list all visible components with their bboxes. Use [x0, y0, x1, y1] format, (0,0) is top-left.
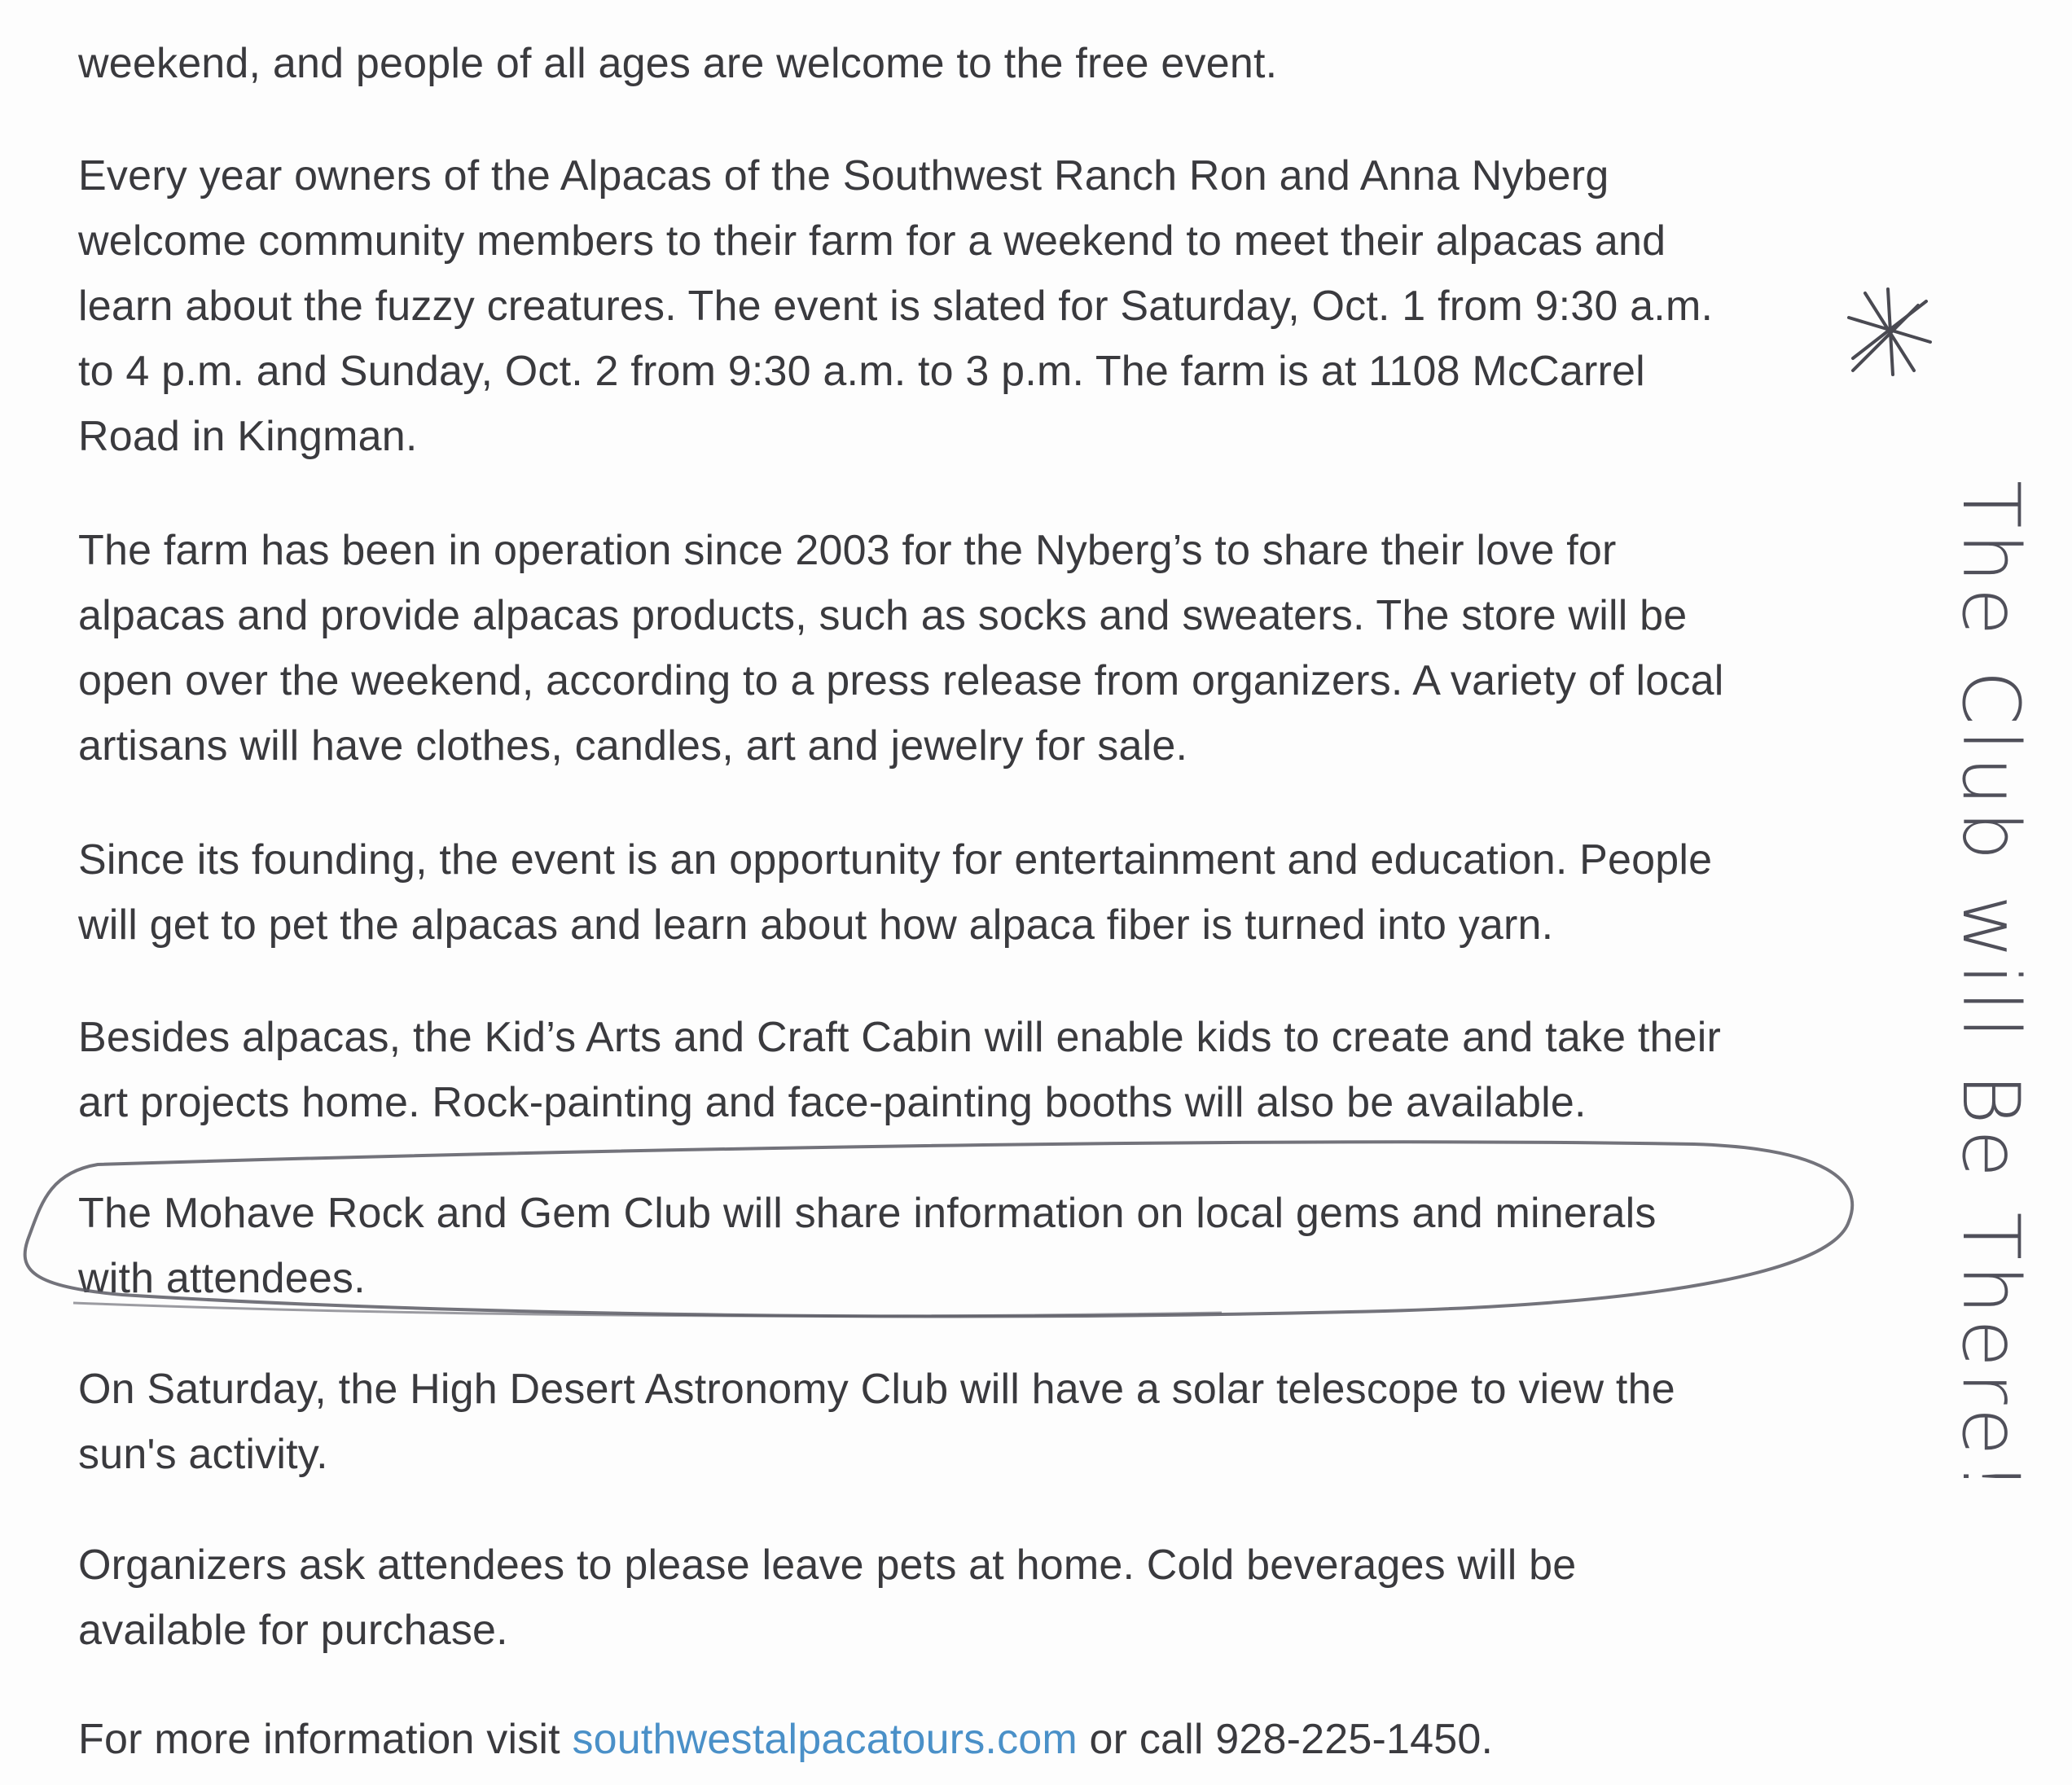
text-line: Besides alpacas, the Kid’s Arts and Craft Cabin will enable kids to create and take their	[78, 1014, 1722, 1061]
website-link[interactable]: southwestalpacatours.com	[572, 1716, 1078, 1763]
text-line: will get to pet the alpacas and learn about how alpaca fiber is turned into yarn.	[78, 901, 1554, 949]
pencil-circle-icon	[25, 1142, 1853, 1316]
contact-suffix: or call 928-225-1450.	[1077, 1716, 1494, 1763]
text-line: The farm has been in operation since 2003 for the Nyberg’s to share their love for	[78, 527, 1617, 574]
text-line: open over the weekend, according to a press release from organizers. A variety of local	[78, 657, 1724, 704]
text-line: sun's activity.	[78, 1431, 328, 1478]
text-line: available for purchase.	[78, 1607, 508, 1654]
asterisk-icon	[1849, 289, 1930, 375]
text-line: The Mohave Rock and Gem Club will share information on local gems and minerals	[78, 1190, 1657, 1237]
text-line: Every year owners of the Alpacas of the Southwest Ranch Ron and Anna Nyberg	[78, 152, 1609, 200]
text-line: with attendees.	[78, 1255, 366, 1302]
text-line: Organizers ask attendees to please leave pets at home. Cold beverages will be	[78, 1542, 1577, 1589]
text-line: On Saturday, the High Desert Astronomy Club will have a solar telescope to view the	[78, 1366, 1675, 1413]
text-line: Since its founding, the event is an opportunity for entertainment and education. People	[78, 836, 1713, 884]
text-line: to 4 p.m. and Sunday, Oct. 2 from 9:30 a.m. to 3 p.m. The farm is at 1108 McCarrel	[78, 348, 1645, 395]
text-line: welcome community members to their farm for a weekend to meet their alpacas and	[78, 217, 1666, 265]
text-line: learn about the fuzzy creatures. The event is slated for Saturday, Oct. 1 from 9:30 a.m.	[78, 283, 1714, 330]
text-line: alpacas and provide alpacas products, such as socks and sweaters. The store will be	[78, 592, 1688, 639]
text-line: artisans will have clothes, candles, art and jewelry for sale.	[78, 722, 1188, 770]
text-line: art projects home. Rock-painting and face-painting booths will also be available.	[78, 1079, 1587, 1126]
handwritten-margin-note: The Club will Be There!	[1945, 480, 2036, 1497]
text-line: weekend, and people of all ages are welcome to the free event.	[78, 40, 1278, 87]
text-line: Road in Kingman.	[78, 413, 418, 460]
contact-prefix: For more information visit	[78, 1716, 573, 1763]
